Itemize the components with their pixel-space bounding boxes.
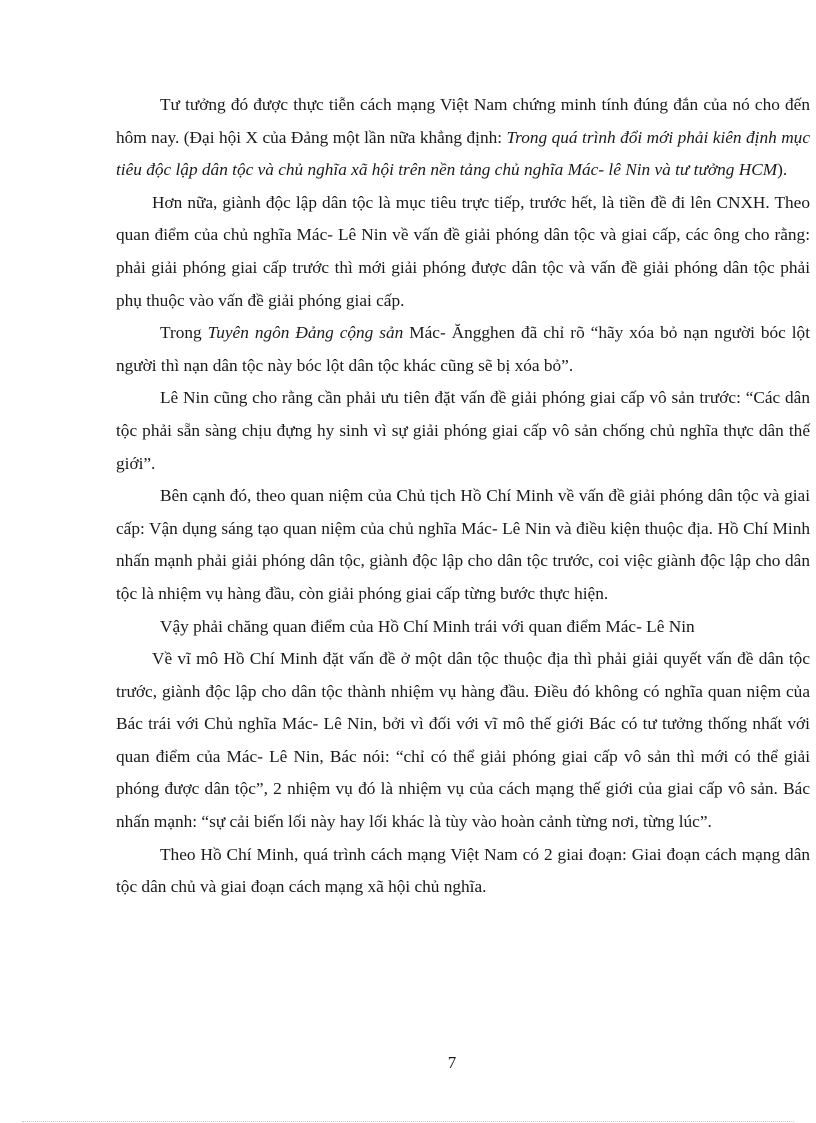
paragraph-3-italic-title: Tuyên ngôn Đảng cộng sản bbox=[207, 323, 404, 343]
paragraph-5: Bên cạnh đó, theo quan niệm của Chủ tịch Hồ Chí Minh về vấn đề giải phóng dân tộc và giai cấp: Vận dụng sáng tạo quan niệm của chủ nghĩa Mác- Lê Nin và điều kiện thuộc địa. Hồ Chí Minh nhấn mạnh phải giải phóng dân tộc, giành độc lập cho dân tộc trước, coi việc giành độc lập cho dân tộc là nhiệm vụ hàng đầu, còn giải phóng giai cấp từng bước thực hiện. bbox=[116, 486, 810, 603]
paragraph-3-text: Trong bbox=[160, 323, 208, 343]
paragraph-1-text: Tư tưởng đó được thực tiễn cách mạng Việt Nam chứng minh tính đúng đắn của nó cho đến hôm nay. (Đại hội X của Đảng một lần nữa khẳng định: bbox=[116, 95, 810, 147]
paragraph-3 bbox=[116, 317, 810, 382]
paragraph-6: Vậy phải chăng quan điểm của Hồ Chí Minh trái với quan điểm Mác- Lê Nin bbox=[160, 616, 695, 636]
body-text bbox=[116, 89, 810, 904]
paragraph-8: Theo Hồ Chí Minh, quá trình cách mạng Việt Nam có 2 giai đoạn: Giai đoạn cách mạng dân tộc dân chủ và giai đoạn cách mạng xã hội chủ nghĩa. bbox=[116, 844, 810, 897]
paragraph-3-end: Mác- Ăngghen đã chỉ rõ “hãy xóa bỏ nạn người bóc lột người thì nạn dân tộc này bóc lột dân tộc khác cũng sẽ bị xóa bỏ”. bbox=[116, 323, 811, 375]
paragraph-1-end: ). bbox=[777, 160, 788, 180]
paragraph-1-italic-quote: Trong quá trình đổi mới phải kiên định mục tiêu độc lập dân tộc và chủ nghĩa xã hội trên nền tảng chủ nghĩa Mác- lê Nin và tư tưởng HCM bbox=[116, 127, 810, 180]
paragraph-4: Lê Nin cũng cho rằng cần phải ưu tiên đặt vấn đề giải phóng giai cấp vô sản trước: “Các dân tộc phải sẵn sàng chịu đựng hy sinh vì sự giải phóng giai cấp vô sản chống chủ nghĩa thực dân thế giới”. bbox=[116, 388, 810, 473]
paragraph-1 bbox=[116, 89, 810, 187]
paragraph-2: Hơn nữa, giành độc lập dân tộc là mục tiêu trực tiếp, trước hết, là tiền đề đi lên CNXH. Theo quan điểm của chủ nghĩa Mác- Lê Nin về vấn đề giải phóng dân tộc và giai cấp, các ông cho rằng: phải giải phóng giai cấp trước thì mới giải phóng được dân tộc và vấn đề giải phóng dân tộc phải phụ thuộc vào vấn đề giải phóng giai cấp. bbox=[116, 192, 810, 310]
paragraph-7: Về vĩ mô Hồ Chí Minh đặt vấn đề ở một dân tộc thuộc địa thì phải giải quyết vấn đề dân tộc trước, giành độc lập cho dân tộc thành nhiệm vụ hàng đầu. Điều đó không có nghĩa quan niệm của Bác trái với Chủ nghĩa Mác- Lê Nin, bởi vì đối với vĩ mô thế giới Bác có tư tưởng thống nhất với quan điểm của Mác- Lê Nin, Bác nói: “chỉ có thể giải phóng giai cấp vô sản thì mới có thể giải phóng được dân tộc”, 2 nhiệm vụ đó là nhiệm vụ của cách mạng thế giới của giai cấp vô sản. Bác nhấn mạnh: “sự cải biến lối này hay lối khác là tùy vào hoàn cảnh từng nơi, từng lúc”. bbox=[116, 649, 810, 832]
page-number: 7 bbox=[447, 1053, 457, 1072]
page-bottom-divider bbox=[22, 1121, 794, 1122]
